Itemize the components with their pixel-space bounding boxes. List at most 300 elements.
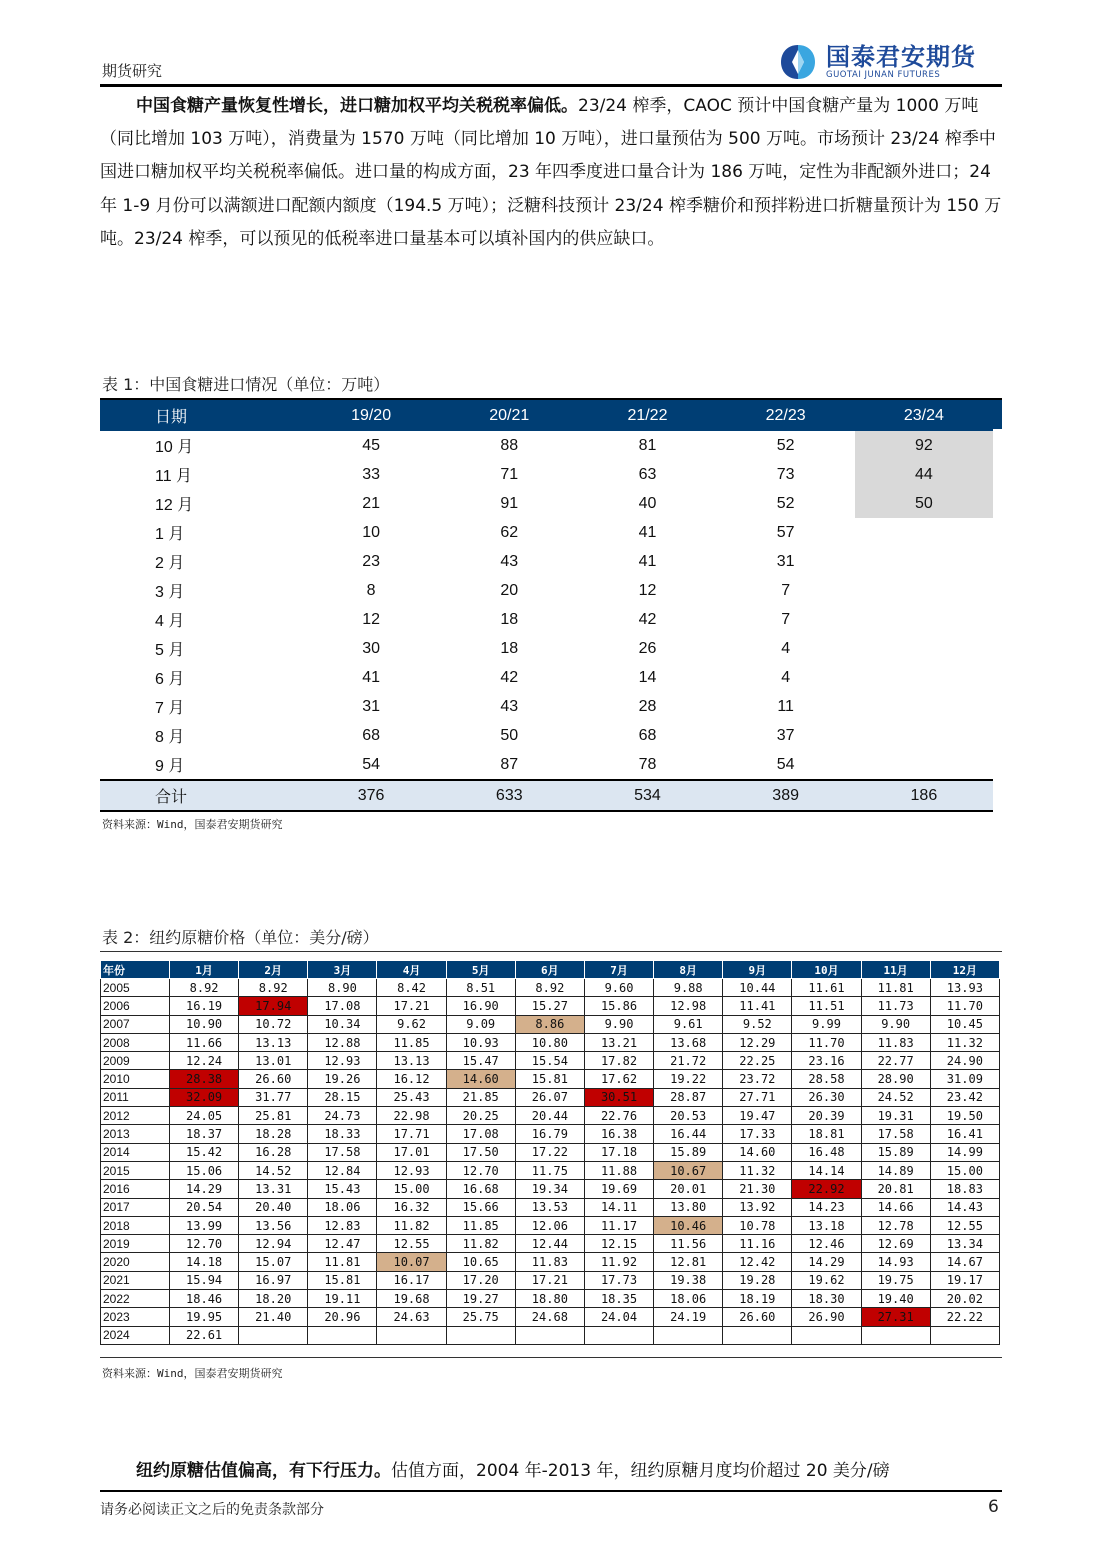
table2-highlighted-cell: 30.51 [584, 1088, 653, 1106]
table2-highlighted-cell: 32.09 [170, 1088, 239, 1106]
table2-value-cell: 17.18 [584, 1143, 653, 1161]
table1-value-cell: 62 [500, 523, 519, 541]
table1-value-cell: 4 [781, 639, 791, 657]
table1-value-cell [855, 547, 993, 576]
table2-value-cell: 26.60 [723, 1308, 792, 1326]
table2-highlighted-cell: 17.94 [239, 997, 308, 1015]
table2-value-cell: 25.81 [239, 1107, 308, 1125]
table2-value-cell: 14.11 [584, 1198, 653, 1216]
table2-value-cell: 13.56 [239, 1216, 308, 1234]
table2-value-cell: 28.90 [861, 1070, 930, 1088]
table1-value-cell: 78 [638, 755, 657, 773]
table2-value-cell: 13.31 [239, 1180, 308, 1198]
table2-row [101, 1216, 1000, 1234]
table2-value-cell: 19.22 [654, 1070, 723, 1088]
table2-value-cell: 10.78 [723, 1216, 792, 1234]
table2-value-cell: 27.71 [723, 1088, 792, 1106]
table2-value-cell: 18.30 [792, 1290, 861, 1308]
table2-value-cell: 19.75 [861, 1271, 930, 1289]
logo-text-en: GUOTAI JUNAN FUTURES [826, 70, 941, 80]
table2-row [101, 979, 1000, 997]
table2-value-cell: 12.70 [446, 1161, 515, 1179]
table2-value-cell: 12.98 [654, 997, 723, 1015]
table2-value-cell: 15.00 [377, 1180, 446, 1198]
table2-value-cell: 14.23 [792, 1198, 861, 1216]
table1-month-cell: 4 月 [155, 613, 185, 630]
table1-value-cell: 42 [500, 668, 519, 686]
table2-value-cell: 16.97 [239, 1271, 308, 1289]
table2-value-cell: 14.89 [861, 1161, 930, 1179]
table2-value-cell: 25.75 [446, 1308, 515, 1326]
table1-value-cell: 41 [362, 668, 380, 686]
table2-value-cell: 20.53 [654, 1107, 723, 1125]
table2-value-cell: 15.86 [584, 997, 653, 1015]
table2-value-cell [930, 1326, 999, 1344]
table1-value-cell: 7 [781, 610, 791, 628]
table1-total-cell: 633 [440, 780, 578, 811]
table2-value-cell: 9.62 [377, 1015, 446, 1033]
table2-value-cell: 12.15 [584, 1235, 653, 1253]
table1-value-cell [855, 518, 993, 547]
table2-value-cell: 11.82 [446, 1235, 515, 1253]
table2-value-cell: 12.69 [861, 1235, 930, 1253]
table2-value-cell [515, 1326, 584, 1344]
table2-value-cell: 12.46 [792, 1235, 861, 1253]
table2-value-cell: 16.48 [792, 1143, 861, 1161]
table2-year-cell: 2019 [101, 1235, 170, 1253]
table1-value-cell: 68 [362, 726, 380, 744]
table1-value-cell [855, 634, 993, 663]
table2-header-cell: 7月 [584, 961, 653, 979]
table1-value-cell: 43 [500, 697, 519, 715]
table2-value-cell: 14.66 [861, 1198, 930, 1216]
table2-value-cell: 8.92 [515, 979, 584, 997]
table2-value-cell: 18.20 [239, 1290, 308, 1308]
table2-value-cell: 19.34 [515, 1180, 584, 1198]
table2-value-cell: 11.51 [792, 997, 861, 1015]
table2-value-cell: 23.72 [723, 1070, 792, 1088]
table2-value-cell: 9.61 [654, 1015, 723, 1033]
table2-value-cell: 19.17 [930, 1271, 999, 1289]
table2-value-cell [308, 1326, 377, 1344]
table1-month-cell: 7 月 [155, 700, 185, 717]
table1-month-cell: 12 月 [155, 497, 194, 514]
table1-value-cell: 31 [776, 552, 795, 570]
table2-value-cell: 14.52 [239, 1161, 308, 1179]
table2-highlighted-cell: 10.46 [654, 1216, 723, 1234]
table2-value-cell: 22.77 [861, 1052, 930, 1070]
table2-year-cell: 2006 [101, 997, 170, 1015]
table2-value-cell [377, 1326, 446, 1344]
table2-highlighted-cell: 10.07 [377, 1253, 446, 1271]
table2-value-cell: 16.17 [377, 1271, 446, 1289]
table1-source: 资料来源：Wind，国泰君安期货研究 [102, 818, 283, 831]
table2-year-cell: 2016 [101, 1180, 170, 1198]
table2-header-cell: 5月 [446, 961, 515, 979]
table2-value-cell: 16.68 [446, 1180, 515, 1198]
table2-source: 资料来源：Wind，国泰君安期货研究 [102, 1367, 283, 1380]
table1-value-cell: 33 [362, 465, 380, 483]
table2-value-cell [723, 1326, 792, 1344]
table2-row [101, 1308, 1000, 1326]
table2-value-cell: 31.09 [930, 1070, 999, 1088]
table2-value-cell: 12.93 [377, 1161, 446, 1179]
table1-value-cell: 18 [500, 639, 519, 657]
table1-row [100, 634, 993, 663]
table1-value-cell: 54 [362, 755, 380, 773]
table2-value-cell: 8.42 [377, 979, 446, 997]
table1-value-cell: 63 [638, 465, 657, 483]
table2-header-cell: 3月 [308, 961, 377, 979]
table2-value-cell: 23.42 [930, 1088, 999, 1106]
table2-value-cell: 12.83 [308, 1216, 377, 1234]
table2-value-cell: 13.13 [377, 1052, 446, 1070]
table2-value-cell: 24.90 [930, 1052, 999, 1070]
table2-value-cell: 19.40 [861, 1290, 930, 1308]
footer-disclaimer: 请务必阅读正文之后的免责条款部分 [100, 1502, 324, 1518]
table1-value-cell: 30 [362, 639, 380, 657]
table2-value-cell: 17.58 [308, 1143, 377, 1161]
table2-value-cell: 14.18 [170, 1253, 239, 1271]
table2-value-cell: 17.01 [377, 1143, 446, 1161]
table2-value-cell: 13.99 [170, 1216, 239, 1234]
table1-value-cell: 73 [776, 465, 795, 483]
table2-value-cell: 18.46 [170, 1290, 239, 1308]
table2-value-cell: 14.67 [930, 1253, 999, 1271]
table2-value-cell: 11.81 [308, 1253, 377, 1271]
table2-value-cell: 19.28 [723, 1271, 792, 1289]
table2-year-cell: 2018 [101, 1216, 170, 1234]
table2-value-cell: 8.51 [446, 979, 515, 997]
table2-value-cell: 12.93 [308, 1052, 377, 1070]
table2-value-cell: 18.06 [654, 1290, 723, 1308]
paragraph-lead: 纽约原糖估值偏高，有下行压力。 [136, 1461, 391, 1481]
table2-value-cell: 17.73 [584, 1271, 653, 1289]
section-label: 期货研究 [102, 62, 163, 80]
table2-value-cell: 17.82 [584, 1052, 653, 1070]
table1-header-extension [993, 400, 1002, 429]
table2-value-cell: 26.90 [792, 1308, 861, 1326]
table2-value-cell: 15.42 [170, 1143, 239, 1161]
table2-value-cell: 11.82 [377, 1216, 446, 1234]
table1-value-cell: 7 [781, 581, 791, 599]
table1-value-cell: 11 [777, 697, 794, 715]
table2-value-cell: 13.80 [654, 1198, 723, 1216]
table1-value-cell: 4 [781, 668, 791, 686]
table2-value-cell: 10.34 [308, 1015, 377, 1033]
table1-value-cell: 71 [500, 465, 519, 483]
table2-value-cell: 22.98 [377, 1107, 446, 1125]
table2-value-cell: 20.01 [654, 1180, 723, 1198]
table1-value-cell: 45 [362, 436, 380, 454]
table2-header-cell: 9月 [723, 961, 792, 979]
table2-row [101, 1088, 1000, 1106]
table2-value-cell: 19.11 [308, 1290, 377, 1308]
table1-row [100, 460, 993, 489]
table2-value-cell: 11.17 [584, 1216, 653, 1234]
table2-value-cell: 8.92 [170, 979, 239, 997]
table1-month-cell: 6 月 [155, 671, 185, 688]
table2-value-cell: 9.52 [723, 1015, 792, 1033]
table1-row [100, 663, 993, 692]
table2-header-cell: 4月 [377, 961, 446, 979]
table1-row [100, 547, 993, 576]
table2-value-cell: 8.92 [239, 979, 308, 997]
table2-value-cell: 28.87 [654, 1088, 723, 1106]
table2-row [101, 1271, 1000, 1289]
table1-header-cell: 20/21 [440, 400, 578, 431]
table2-value-cell: 16.41 [930, 1125, 999, 1143]
table2-value-cell: 19.27 [446, 1290, 515, 1308]
table1-value-cell: 43 [500, 552, 519, 570]
table2-value-cell: 26.60 [239, 1070, 308, 1088]
table2-value-cell: 18.37 [170, 1125, 239, 1143]
table2-row [101, 1180, 1000, 1198]
table1-caption: 表 1：中国食糖进口情况（单位：万吨） [102, 375, 390, 394]
table2-year-cell: 2011 [101, 1088, 170, 1106]
table2-value-cell: 14.14 [792, 1161, 861, 1179]
table1-header-cell: 21/22 [578, 400, 716, 431]
table2-year-cell: 2014 [101, 1143, 170, 1161]
table1-value-cell: 21 [362, 494, 380, 512]
table2-value-cell: 12.06 [515, 1216, 584, 1234]
table1-value-cell: 18 [500, 610, 519, 628]
table2-value-cell: 15.66 [446, 1198, 515, 1216]
table1-value-cell: 81 [638, 436, 657, 454]
table1-value-cell: 88 [500, 436, 519, 454]
table2-value-cell: 10.72 [239, 1015, 308, 1033]
table1-value-cell [855, 721, 993, 750]
table1-month-cell: 3 月 [155, 584, 185, 601]
table2-value-cell: 16.28 [239, 1143, 308, 1161]
table2-value-cell: 23.16 [792, 1052, 861, 1070]
table1-value-cell: 52 [776, 436, 795, 454]
table2-value-cell: 18.83 [930, 1180, 999, 1198]
table1-value-cell: 8 [366, 581, 376, 599]
table2-value-cell: 9.90 [584, 1015, 653, 1033]
table1-row [100, 692, 993, 721]
table2-value-cell: 11.56 [654, 1235, 723, 1253]
table2-value-cell: 17.58 [861, 1125, 930, 1143]
table1-row [100, 750, 993, 780]
table1-value-cell: 92 [855, 431, 993, 460]
table1-value-cell: 50 [855, 489, 993, 518]
table1-value-cell [855, 663, 993, 692]
table2-value-cell: 15.47 [446, 1052, 515, 1070]
table2-year-cell: 2021 [101, 1271, 170, 1289]
table2-value-cell [584, 1326, 653, 1344]
table1-value-cell: 44 [855, 460, 993, 489]
table2-top-rule [100, 951, 1002, 952]
table2-value-cell: 22.25 [723, 1052, 792, 1070]
table1-row [100, 605, 993, 634]
ny-raw-sugar-price-table [100, 961, 1000, 1345]
sugar-import-table [100, 400, 993, 812]
table2-value-cell: 17.08 [308, 997, 377, 1015]
table2-value-cell: 9.09 [446, 1015, 515, 1033]
table2-value-cell: 22.22 [930, 1308, 999, 1326]
table2-year-cell: 2008 [101, 1033, 170, 1051]
table2-value-cell: 17.22 [515, 1143, 584, 1161]
table2-value-cell: 24.52 [861, 1088, 930, 1106]
table2-value-cell: 24.04 [584, 1308, 653, 1326]
table1-month-cell: 8 月 [155, 729, 185, 746]
table2-year-cell: 2013 [101, 1125, 170, 1143]
table2-value-cell: 11.41 [723, 997, 792, 1015]
table2-row [101, 1253, 1000, 1271]
table2-value-cell: 11.70 [930, 997, 999, 1015]
table1-value-cell: 87 [500, 755, 519, 773]
table2-year-cell: 2024 [101, 1326, 170, 1344]
table2-value-cell: 20.39 [792, 1107, 861, 1125]
table2-value-cell: 10.44 [723, 979, 792, 997]
table2-header-cell: 10月 [792, 961, 861, 979]
table1-value-cell: 91 [500, 494, 519, 512]
table2-year-cell: 2005 [101, 979, 170, 997]
table2-value-cell: 14.29 [792, 1253, 861, 1271]
table2-value-cell: 10.65 [446, 1253, 515, 1271]
table1-header-cell: 23/24 [855, 400, 993, 431]
table2-value-cell: 12.24 [170, 1052, 239, 1070]
company-logo [780, 44, 976, 80]
table2-value-cell: 17.62 [584, 1070, 653, 1088]
table2-value-cell: 19.38 [654, 1271, 723, 1289]
table2-value-cell: 24.19 [654, 1308, 723, 1326]
table1-value-cell: 57 [776, 523, 795, 541]
table2-value-cell: 11.61 [792, 979, 861, 997]
table2-year-cell: 2012 [101, 1107, 170, 1125]
table2-highlighted-cell: 8.86 [515, 1015, 584, 1033]
table2-value-cell: 19.31 [861, 1107, 930, 1125]
table1-total-cell: 186 [855, 780, 993, 811]
table2-header-row [101, 961, 1000, 979]
table2-value-cell: 15.07 [239, 1253, 308, 1271]
table1-value-cell [855, 750, 993, 780]
table2-row [101, 1052, 1000, 1070]
table1-total-cell: 389 [717, 780, 855, 811]
paragraph-valuation [100, 1455, 1002, 1488]
table1-value-cell: 23 [362, 552, 380, 570]
table2-value-cell: 10.45 [930, 1015, 999, 1033]
table1-value-cell: 31 [362, 697, 380, 715]
table2-highlighted-cell: 22.92 [792, 1180, 861, 1198]
table1-value-cell: 26 [638, 639, 657, 657]
table1-header-row [100, 400, 993, 431]
table2-value-cell: 28.58 [792, 1070, 861, 1088]
table2-row [101, 1107, 1000, 1125]
table2-value-cell: 21.72 [654, 1052, 723, 1070]
logo-mark-icon [780, 44, 816, 80]
table2-value-cell: 17.71 [377, 1125, 446, 1143]
table1-value-cell: 50 [500, 726, 519, 744]
table2-header-cell: 6月 [515, 961, 584, 979]
paragraph-body: 估值方面，2004 年-2013 年，纽约原糖月度均价超过 20 美分/磅 [391, 1461, 890, 1481]
table1-value-cell: 14 [638, 668, 657, 686]
table2-header-cell: 年份 [101, 961, 170, 979]
page-number: 6 [988, 1497, 999, 1517]
table2-value-cell: 13.92 [723, 1198, 792, 1216]
table2-row [101, 1070, 1000, 1088]
table2-value-cell: 20.54 [170, 1198, 239, 1216]
table2-year-cell: 2009 [101, 1052, 170, 1070]
table2-row [101, 1198, 1000, 1216]
table2-value-cell: 12.29 [723, 1033, 792, 1051]
table1-month-cell: 5 月 [155, 642, 185, 659]
table2-value-cell: 18.80 [515, 1290, 584, 1308]
table1-value-cell: 10 [362, 523, 380, 541]
table2-value-cell: 13.21 [584, 1033, 653, 1051]
table2-row [101, 1143, 1000, 1161]
table2-value-cell: 12.70 [170, 1235, 239, 1253]
table2-value-cell [861, 1326, 930, 1344]
table2-value-cell: 10.93 [446, 1033, 515, 1051]
table2-value-cell: 19.47 [723, 1107, 792, 1125]
table2-value-cell: 16.32 [377, 1198, 446, 1216]
table2-value-cell: 22.76 [584, 1107, 653, 1125]
table2-value-cell: 13.53 [515, 1198, 584, 1216]
table1-month-cell: 2 月 [155, 555, 185, 572]
table2-year-cell: 2010 [101, 1070, 170, 1088]
table2-value-cell: 24.73 [308, 1107, 377, 1125]
table1-header-cell: 22/23 [717, 400, 855, 431]
table2-row [101, 1290, 1000, 1308]
table2-value-cell: 11.16 [723, 1235, 792, 1253]
table2-value-cell: 11.66 [170, 1033, 239, 1051]
table1-value-cell: 40 [638, 494, 657, 512]
table2-year-cell: 2007 [101, 1015, 170, 1033]
table2-value-cell: 15.81 [515, 1070, 584, 1088]
table2-value-cell: 12.55 [377, 1235, 446, 1253]
table1-row [100, 518, 993, 547]
table1-value-cell: 42 [638, 610, 657, 628]
table2-value-cell: 11.88 [584, 1161, 653, 1179]
table2-highlighted-cell: 10.67 [654, 1161, 723, 1179]
table2-value-cell [239, 1326, 308, 1344]
table2-value-cell: 13.34 [930, 1235, 999, 1253]
table2-value-cell: 24.63 [377, 1308, 446, 1326]
table2-value-cell: 11.70 [792, 1033, 861, 1051]
table2-value-cell: 16.38 [584, 1125, 653, 1143]
table1-value-cell: 20 [500, 581, 519, 599]
table1-month-cell: 9 月 [155, 758, 185, 775]
table1-row [100, 576, 993, 605]
table1-month-cell: 1 月 [155, 526, 185, 543]
table2-value-cell: 19.62 [792, 1271, 861, 1289]
table2-value-cell: 18.06 [308, 1198, 377, 1216]
table2-value-cell: 13.68 [654, 1033, 723, 1051]
table2-value-cell: 26.30 [792, 1088, 861, 1106]
table1-total-label: 合计 [100, 780, 302, 811]
table2-value-cell: 13.93 [930, 979, 999, 997]
table2-value-cell: 15.89 [654, 1143, 723, 1161]
table2-value-cell: 14.60 [723, 1143, 792, 1161]
table2-value-cell: 12.44 [515, 1235, 584, 1253]
table2-value-cell: 28.15 [308, 1088, 377, 1106]
table2-highlighted-cell: 14.60 [446, 1070, 515, 1088]
table2-value-cell [792, 1326, 861, 1344]
table2-year-cell: 2022 [101, 1290, 170, 1308]
logo-text-cn: 国泰君安期货 [826, 43, 976, 71]
table2-value-cell [654, 1326, 723, 1344]
table2-value-cell: 16.12 [377, 1070, 446, 1088]
table1-value-cell: 41 [638, 523, 657, 541]
table2-row [101, 1161, 1000, 1179]
table2-value-cell: 18.33 [308, 1125, 377, 1143]
table2-value-cell: 9.88 [654, 979, 723, 997]
table2-value-cell: 14.93 [861, 1253, 930, 1271]
table2-value-cell: 18.28 [239, 1125, 308, 1143]
table2-value-cell: 10.80 [515, 1033, 584, 1051]
